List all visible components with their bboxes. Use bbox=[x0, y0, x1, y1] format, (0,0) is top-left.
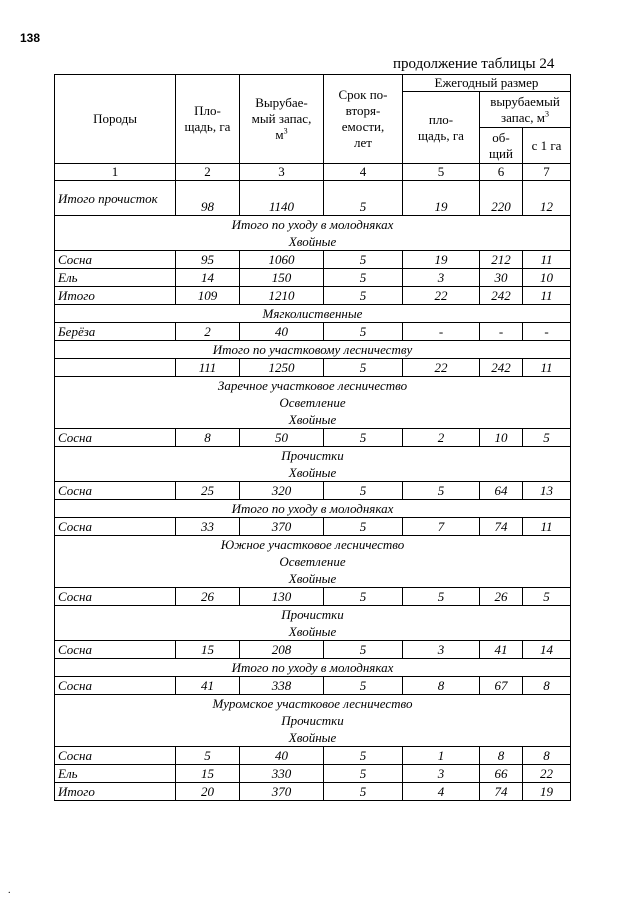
cell-annual-total: 212 bbox=[480, 251, 523, 269]
cell-species: Итого bbox=[55, 287, 176, 305]
table-row bbox=[55, 677, 571, 695]
cell-species: Ель bbox=[55, 269, 176, 287]
column-number: 2 bbox=[176, 164, 240, 181]
table-row bbox=[55, 359, 571, 377]
cell-area: 2 bbox=[176, 323, 240, 341]
cell-annual-per-ha: 19 bbox=[523, 783, 571, 801]
cell-species: Ель bbox=[55, 765, 176, 783]
cell-cutting-stock: 338 bbox=[240, 677, 324, 695]
column-number-row bbox=[55, 164, 571, 181]
column-number: 6 bbox=[480, 164, 523, 181]
cell-species: Сосна bbox=[55, 641, 176, 659]
table-row bbox=[55, 765, 571, 783]
table-row bbox=[55, 482, 571, 500]
cell-annual-total: - bbox=[480, 323, 523, 341]
section-heading bbox=[55, 695, 571, 747]
column-number: 7 bbox=[523, 164, 571, 181]
cell-term: 5 bbox=[324, 588, 403, 606]
cell-annual-area: 1 bbox=[403, 747, 480, 765]
column-number: 3 bbox=[240, 164, 324, 181]
cell-cutting-stock: 1210 bbox=[240, 287, 324, 305]
section-heading bbox=[55, 447, 571, 482]
header-annual-area bbox=[403, 92, 480, 164]
section-row bbox=[55, 216, 571, 251]
header-area bbox=[176, 75, 240, 164]
forestry-table bbox=[54, 74, 571, 801]
cell-area: 25 bbox=[176, 482, 240, 500]
cell-cutting-stock: 370 bbox=[240, 783, 324, 801]
column-number: 1 bbox=[55, 164, 176, 181]
cell-area: 98 bbox=[176, 181, 240, 216]
cell-cutting-stock: 1250 bbox=[240, 359, 324, 377]
cell-cutting-stock: 50 bbox=[240, 429, 324, 447]
section-heading bbox=[55, 606, 571, 641]
section-heading-line: Осветление bbox=[279, 395, 346, 410]
cell-area: 33 bbox=[176, 518, 240, 536]
section-heading-line: Итого по уходу в молодняках bbox=[231, 501, 394, 516]
section-heading bbox=[55, 377, 571, 429]
cell-annual-area: - bbox=[403, 323, 480, 341]
cell-term: 5 bbox=[324, 287, 403, 305]
cell-term: 5 bbox=[324, 765, 403, 783]
cell-term: 5 bbox=[324, 323, 403, 341]
section-heading bbox=[55, 341, 571, 359]
section-heading bbox=[55, 536, 571, 588]
cell-species: Итого прочисток bbox=[55, 181, 176, 216]
page-number: 138 bbox=[20, 31, 41, 45]
cell-annual-total: 220 bbox=[480, 181, 523, 216]
cell-annual-area: 4 bbox=[403, 783, 480, 801]
cell-term: 5 bbox=[324, 677, 403, 695]
cell-annual-area: 22 bbox=[403, 359, 480, 377]
table-row bbox=[55, 323, 571, 341]
section-heading-line: Прочистки bbox=[281, 607, 344, 622]
header-annual-stock bbox=[480, 92, 571, 128]
cell-species: Сосна bbox=[55, 429, 176, 447]
section-heading-line: Хвойные bbox=[288, 571, 337, 586]
section-row bbox=[55, 659, 571, 677]
cell-cutting-stock: 130 bbox=[240, 588, 324, 606]
header-annual-stock-text: вырубаемый запас, $м^3$ bbox=[490, 93, 560, 125]
section-row bbox=[55, 305, 571, 323]
table-row bbox=[55, 429, 571, 447]
cell-term: 5 bbox=[324, 518, 403, 536]
cell-species: Сосна bbox=[55, 518, 176, 536]
section-heading-line: Прочистки bbox=[281, 448, 344, 463]
cell-cutting-stock: 370 bbox=[240, 518, 324, 536]
cell-term: 5 bbox=[324, 641, 403, 659]
cell-annual-per-ha: 11 bbox=[523, 518, 571, 536]
section-heading-line: Итого по уходу в молодняках bbox=[231, 217, 394, 232]
section-row bbox=[55, 695, 571, 747]
cell-term: 5 bbox=[324, 429, 403, 447]
cell-annual-total: 26 bbox=[480, 588, 523, 606]
cell-term: 5 bbox=[324, 359, 403, 377]
cell-cutting-stock: 150 bbox=[240, 269, 324, 287]
section-heading bbox=[55, 216, 571, 251]
cell-annual-area: 3 bbox=[403, 269, 480, 287]
cell-term: 5 bbox=[324, 251, 403, 269]
cell-species: Сосна bbox=[55, 588, 176, 606]
cell-annual-total: 242 bbox=[480, 359, 523, 377]
cell-annual-area: 2 bbox=[403, 429, 480, 447]
cell-annual-total: 74 bbox=[480, 518, 523, 536]
cell-annual-per-ha: 5 bbox=[523, 588, 571, 606]
cell-annual-area: 8 bbox=[403, 677, 480, 695]
cell-annual-total: 10 bbox=[480, 429, 523, 447]
header-species: Породы bbox=[55, 75, 176, 164]
header-annual: Ежегодный размер bbox=[403, 75, 571, 92]
section-row bbox=[55, 447, 571, 482]
table-row bbox=[55, 783, 571, 801]
section-heading-line: Осветление bbox=[279, 554, 346, 569]
cell-annual-per-ha: 13 bbox=[523, 482, 571, 500]
cell-cutting-stock: 330 bbox=[240, 765, 324, 783]
table-row bbox=[55, 641, 571, 659]
section-heading-line: Хвойные bbox=[288, 624, 337, 639]
cell-area: 15 bbox=[176, 641, 240, 659]
cell-annual-total: 8 bbox=[480, 747, 523, 765]
section-heading-line: Заречное участковое лесничество bbox=[217, 378, 408, 393]
section-heading bbox=[55, 500, 571, 518]
cell-term: 5 bbox=[324, 747, 403, 765]
cell-annual-area: 19 bbox=[403, 181, 480, 216]
section-heading-line: Хвойные bbox=[288, 234, 337, 249]
cell-annual-per-ha: 12 bbox=[523, 181, 571, 216]
column-number: 4 bbox=[324, 164, 403, 181]
table-caption: продолжение таблицы 24 bbox=[393, 56, 555, 72]
section-row bbox=[55, 606, 571, 641]
table-row bbox=[55, 181, 571, 216]
header-cutting-stock bbox=[240, 75, 324, 164]
cell-annual-per-ha: 5 bbox=[523, 429, 571, 447]
section-row bbox=[55, 341, 571, 359]
table-header bbox=[55, 75, 571, 181]
header-cutting-stock-text: Вырубае- мый запас, $м^3$ bbox=[251, 95, 312, 142]
table-row bbox=[55, 588, 571, 606]
cell-annual-area: 22 bbox=[403, 287, 480, 305]
cell-cutting-stock: 1140 bbox=[240, 181, 324, 216]
cell-area: 14 bbox=[176, 269, 240, 287]
cell-species: Сосна bbox=[55, 677, 176, 695]
cell-species: Берёза bbox=[55, 323, 176, 341]
cell-species: Сосна bbox=[55, 482, 176, 500]
section-heading-line: Хвойные bbox=[288, 730, 337, 745]
cell-area: 20 bbox=[176, 783, 240, 801]
cell-annual-per-ha: 8 bbox=[523, 677, 571, 695]
cell-term: 5 bbox=[324, 181, 403, 216]
section-heading-line: Мягколиственные bbox=[262, 306, 363, 321]
cell-cutting-stock: 320 bbox=[240, 482, 324, 500]
section-row bbox=[55, 536, 571, 588]
cell-annual-area: 7 bbox=[403, 518, 480, 536]
table-row bbox=[55, 269, 571, 287]
table-row bbox=[55, 251, 571, 269]
section-heading-line: Муромское участковое лесничество bbox=[212, 696, 413, 711]
margin-dot: . bbox=[8, 885, 11, 896]
section-heading-line: Итого по участковому лесничеству bbox=[212, 342, 413, 357]
cell-species bbox=[55, 359, 176, 377]
cell-term: 5 bbox=[324, 482, 403, 500]
cell-area: 95 bbox=[176, 251, 240, 269]
cell-annual-per-ha: 11 bbox=[523, 251, 571, 269]
cell-term: 5 bbox=[324, 783, 403, 801]
cell-annual-area: 3 bbox=[403, 765, 480, 783]
column-number: 5 bbox=[403, 164, 480, 181]
cell-species: Итого bbox=[55, 783, 176, 801]
cell-term: 5 bbox=[324, 269, 403, 287]
cell-annual-per-ha: - bbox=[523, 323, 571, 341]
cell-area: 5 bbox=[176, 747, 240, 765]
cell-area: 109 bbox=[176, 287, 240, 305]
section-heading bbox=[55, 305, 571, 323]
header-area-text: Пло- щадь, га bbox=[184, 103, 231, 134]
cell-cutting-stock: 40 bbox=[240, 323, 324, 341]
header-annual-per-ha: с 1 га bbox=[523, 128, 571, 164]
cell-area: 111 bbox=[176, 359, 240, 377]
header-term bbox=[324, 75, 403, 164]
section-heading-line: Итого по уходу в молодняках bbox=[231, 660, 394, 675]
cell-area: 15 bbox=[176, 765, 240, 783]
cell-species: Сосна bbox=[55, 747, 176, 765]
cell-annual-area: 5 bbox=[403, 588, 480, 606]
cell-cutting-stock: 208 bbox=[240, 641, 324, 659]
section-heading-line: Хвойные bbox=[288, 465, 337, 480]
cell-annual-total: 67 bbox=[480, 677, 523, 695]
cell-annual-per-ha: 10 bbox=[523, 269, 571, 287]
header-annual-total bbox=[480, 128, 523, 164]
cell-cutting-stock: 40 bbox=[240, 747, 324, 765]
header-annual-total-text: об- щий bbox=[489, 129, 513, 161]
cell-annual-total: 242 bbox=[480, 287, 523, 305]
section-heading-line: Южное участковое лесничество bbox=[220, 537, 405, 552]
cell-annual-area: 3 bbox=[403, 641, 480, 659]
cell-annual-per-ha: 11 bbox=[523, 359, 571, 377]
cell-annual-total: 74 bbox=[480, 783, 523, 801]
cell-annual-per-ha: 22 bbox=[523, 765, 571, 783]
cell-annual-per-ha: 14 bbox=[523, 641, 571, 659]
table-row bbox=[55, 518, 571, 536]
cell-annual-total: 64 bbox=[480, 482, 523, 500]
header-annual-area-text: пло- щадь, га bbox=[418, 111, 464, 143]
cell-area: 41 bbox=[176, 677, 240, 695]
cell-annual-total: 66 bbox=[480, 765, 523, 783]
cell-annual-per-ha: 11 bbox=[523, 287, 571, 305]
cell-annual-total: 41 bbox=[480, 641, 523, 659]
cell-annual-area: 19 bbox=[403, 251, 480, 269]
section-heading bbox=[55, 659, 571, 677]
table-row bbox=[55, 747, 571, 765]
section-row bbox=[55, 500, 571, 518]
cell-annual-total: 30 bbox=[480, 269, 523, 287]
cell-area: 26 bbox=[176, 588, 240, 606]
section-row bbox=[55, 377, 571, 429]
cell-annual-area: 5 bbox=[403, 482, 480, 500]
table-body bbox=[55, 181, 571, 801]
cell-area: 8 bbox=[176, 429, 240, 447]
cell-species: Сосна bbox=[55, 251, 176, 269]
header-term-text: Срок по- вторя- емости, лет bbox=[338, 87, 388, 150]
cell-annual-per-ha: 8 bbox=[523, 747, 571, 765]
table-row bbox=[55, 287, 571, 305]
section-heading-line: Хвойные bbox=[288, 412, 337, 427]
cell-cutting-stock: 1060 bbox=[240, 251, 324, 269]
section-heading-line: Прочистки bbox=[281, 713, 344, 728]
